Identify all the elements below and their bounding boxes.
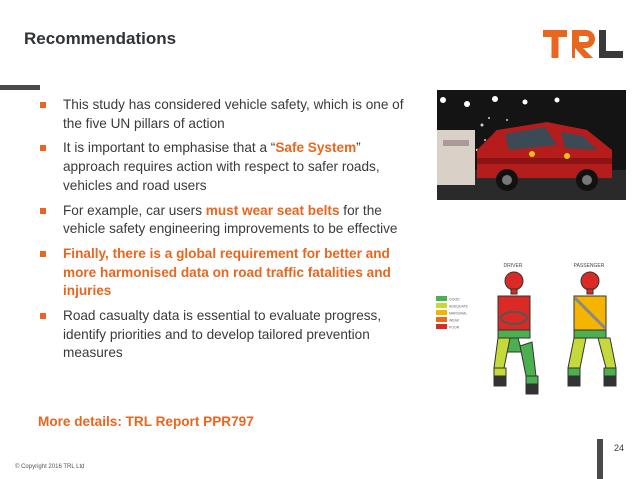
top-left-rule (0, 85, 40, 90)
more-details-text: More details: TRL Report PPR797 (38, 414, 254, 429)
driver-label: DRIVER (503, 263, 523, 269)
legend-item (436, 310, 467, 316)
bullet-square-icon (40, 145, 46, 151)
slide-title: Recommendations (24, 29, 177, 48)
bullet-item (38, 245, 418, 301)
bullet-text: ” approach requires action with respect to safer roads, vehicles and road users (63, 140, 380, 193)
bullet-highlight-text: Finally, there is a global requirement for better and more harmonised data on road traffic fatalities and injuries (63, 245, 391, 299)
bullet-text: It is important to emphasise that a “ (63, 140, 276, 156)
passenger-dummy (568, 272, 616, 386)
rating-legend (436, 296, 469, 330)
bullet-square-icon (40, 102, 46, 108)
passenger-label: PASSENGER (573, 263, 605, 269)
dummy-injury-figure (434, 256, 628, 408)
bullet-text: This study has considered vehicle safety, which is one of the five UN pillars of action (63, 97, 404, 131)
bullet-highlight-text: must wear seat belts (205, 202, 340, 218)
page-number: 24 (614, 443, 625, 453)
bullet-list (38, 96, 418, 369)
trl-logo (541, 26, 627, 62)
svg-text:POOR: POOR (449, 325, 460, 330)
bullet-square-icon (40, 251, 46, 257)
legend-item (436, 317, 460, 323)
bullet-text: for the vehicle safety engineering improvements to be effective (63, 202, 398, 237)
svg-text:MARGINAL: MARGINAL (449, 311, 468, 316)
svg-text:WEAK: WEAK (449, 318, 460, 323)
bullet-item (38, 139, 418, 195)
bottom-right-rule (597, 439, 603, 479)
legend-item (436, 324, 460, 330)
legend-item (436, 296, 460, 302)
bullet-item (38, 307, 418, 363)
svg-text:GOOD: GOOD (449, 297, 460, 302)
bullet-square-icon (40, 313, 46, 319)
crash-test-photo (437, 90, 626, 200)
bullet-item (38, 202, 418, 239)
svg-text:ADEQUATE: ADEQUATE (449, 304, 468, 309)
bullet-highlight-text: Safe System (275, 140, 357, 156)
bullet-text: For example, car users (63, 202, 206, 218)
bullet-item (38, 96, 418, 133)
legend-item (436, 303, 469, 309)
bullet-text: Road casualty data is essential to evaluate progress, identify priorities and to develop tailored prevention measures (63, 308, 382, 361)
driver-dummy (494, 272, 538, 394)
bullet-square-icon (40, 208, 46, 214)
copyright-text: © Copyright 2016 TRL Ltd (15, 464, 85, 470)
